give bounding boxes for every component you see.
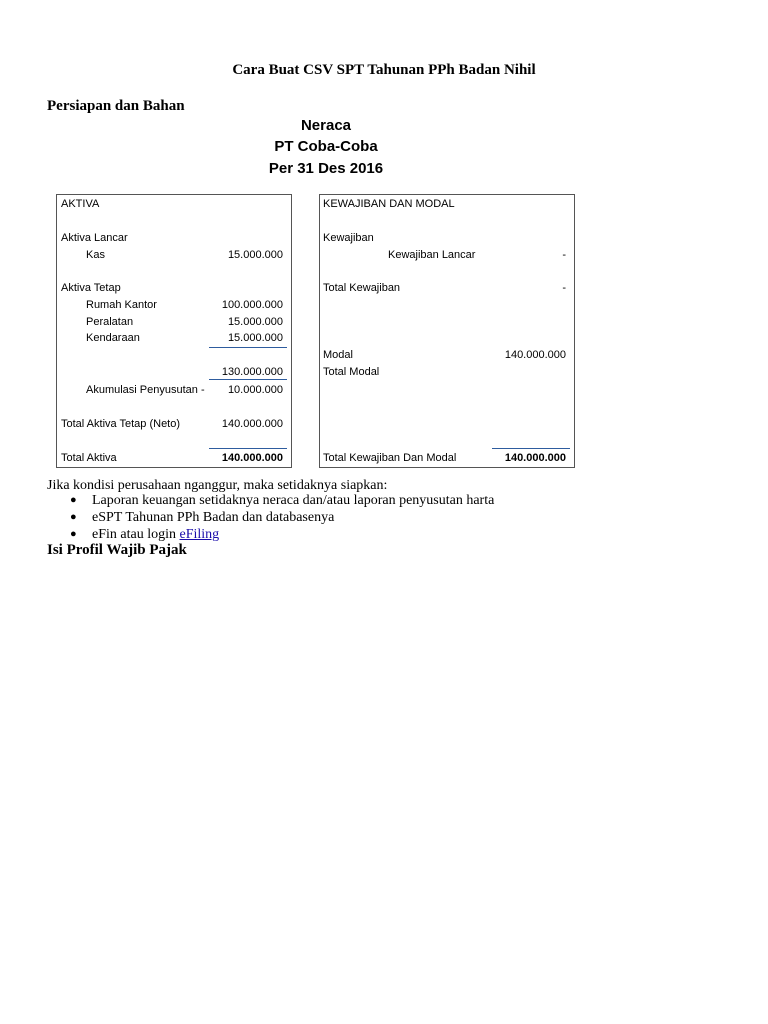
total-aktiva-label: Total Aktiva <box>61 452 117 464</box>
kendaraan-label: Kendaraan <box>86 332 140 344</box>
bullet-icon: ● <box>70 528 77 540</box>
list-item <box>47 509 494 526</box>
document-title: Cara Buat CSV SPT Tahunan PPh Badan Nihil <box>232 62 536 78</box>
neraca-image <box>0 0 768 480</box>
preparation-list <box>47 492 494 543</box>
kendaraan-value: 15.000.000 <box>227 332 283 344</box>
kewajiban-label: Kewajiban <box>323 232 374 244</box>
subtotal-value: 130.000.000 <box>221 366 283 378</box>
list-item <box>47 492 494 509</box>
neraca-date: Per 31 Des 2016 <box>268 160 384 177</box>
rumah-kantor-value: 100.000.000 <box>221 299 283 311</box>
list-item <box>47 526 494 543</box>
kas-label: Kas <box>86 249 105 261</box>
company-name: PT Coba-Coba <box>274 138 378 155</box>
intro-paragraph: Jika kondisi perusahaan nganggur, maka setidaknya siapkan: <box>47 478 388 493</box>
neraca-heading: Neraca <box>300 117 352 134</box>
akumulasi-label: Akumulasi Penyusutan - <box>86 384 205 396</box>
aktiva-lancar-label: Aktiva Lancar <box>61 232 128 244</box>
aktiva-tetap-label: Aktiva Tetap <box>61 282 121 294</box>
list-item-text: eSPT Tahunan PPh Badan dan databasenya <box>92 510 335 525</box>
list-item-text: Laporan keuangan setidaknya neraca dan/atau laporan penyusutan harta <box>92 493 495 508</box>
akumulasi-value: 10.000.000 <box>227 384 283 396</box>
total-aktiva-tetap-label: Total Aktiva Tetap (Neto) <box>61 418 181 430</box>
bullet-icon: ● <box>70 494 77 506</box>
kewajiban-lancar-label: Kewajiban Lancar <box>388 249 476 261</box>
modal-value: 140.000.000 <box>504 349 566 361</box>
kewajiban-modal-header: KEWAJIBAN DAN MODAL <box>323 198 455 210</box>
total-kewajiban-value: - <box>562 282 566 294</box>
kas-value: 15.000.000 <box>227 249 283 261</box>
kewajiban-lancar-value: - <box>562 249 566 261</box>
total-rule <box>209 448 287 449</box>
subtotal-rule <box>209 347 287 348</box>
aktiva-table <box>56 194 292 468</box>
aktiva-header: AKTIVA <box>61 198 100 210</box>
efiling-link[interactable]: eFiling <box>179 527 220 542</box>
total-aktiva-tetap-value: 140.000.000 <box>221 418 283 430</box>
rumah-kantor-label: Rumah Kantor <box>86 299 157 311</box>
peralatan-label: Peralatan <box>86 316 134 328</box>
bullet-icon: ● <box>70 511 77 523</box>
kewajiban-modal-table <box>319 194 575 468</box>
section-heading-persiapan: Persiapan dan Bahan <box>47 98 185 114</box>
total-modal-label: Total Modal <box>323 366 380 378</box>
section-heading-profil: Isi Profil Wajib Pajak <box>47 542 187 558</box>
total-kewajiban-modal-value: 140.000.000 <box>504 452 566 464</box>
total-kewajiban-modal-rule <box>492 448 570 449</box>
peralatan-value: 15.000.000 <box>227 316 283 328</box>
total-kewajiban-modal-label: Total Kewajiban Dan Modal <box>323 452 457 464</box>
total-kewajiban-label: Total Kewajiban <box>323 282 401 294</box>
modal-label: Modal <box>323 349 353 361</box>
total-aktiva-value: 140.000.000 <box>221 452 283 464</box>
subtotal-underline <box>209 379 287 380</box>
list-item-text: eFin atau login <box>92 527 180 542</box>
